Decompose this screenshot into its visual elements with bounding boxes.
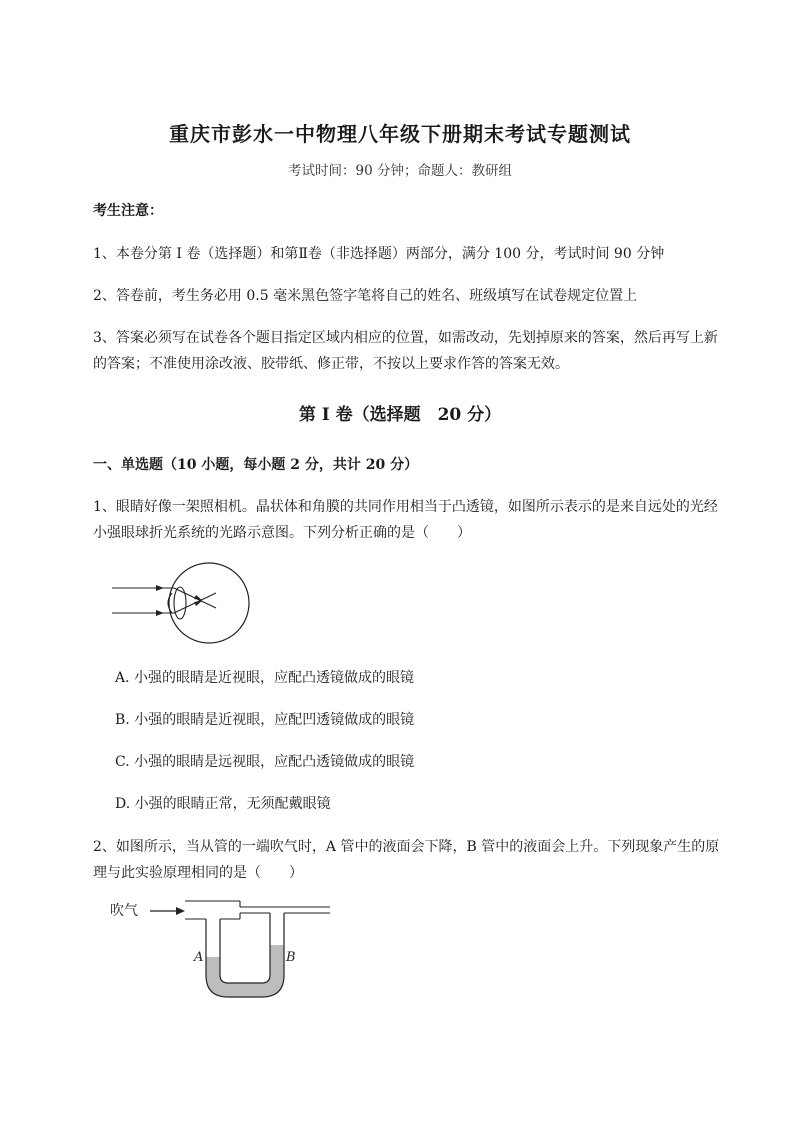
option-a: A. 小强的眼睛是近视眼，应配凸透镜做成的眼镜 (115, 670, 415, 686)
section-title: 第 I 卷（选择题 20 分） (298, 405, 502, 425)
option-d: D. 小强的眼睛正常，无须配戴眼镜 (115, 796, 331, 812)
part-heading: 一、单选题（10 小题，每小题 2 分，共计 20 分） (93, 457, 419, 473)
question-1-line: 小强眼球折光系统的光路示意图。下列分析正确的是（ ） (93, 525, 471, 541)
notice-item: 的答案；不准使用涂改液、胶带纸、修正带，不按以上要求作答的答案无效。 (93, 356, 569, 372)
label-b: B (286, 950, 296, 965)
blow-label: 吹气 (110, 903, 138, 919)
question-1-line: 1、眼睛好像一架照相机。晶状体和角膜的共同作用相当于凸透镜，如图所示表示的是来自远处的光经 (93, 499, 718, 515)
page-subtitle: 考试时间：90 分钟；命题人：教研组 (288, 163, 512, 179)
notice-heading: 考生注意： (93, 203, 163, 219)
label-a: A (194, 950, 204, 965)
notice-item: 3、答案必须写在试卷各个题目指定区域内相应的位置，如需改动，先划掉原来的答案，然后再写上新 (93, 330, 718, 346)
u-tube-diagram (110, 895, 340, 1005)
page-title: 重庆市彭水一中物理八年级下册期末考试专题测试 (169, 122, 631, 146)
question-2-line: 理与此实验原理相同的是（ ） (93, 865, 303, 881)
eye-diagram (112, 560, 262, 650)
notice-item: 1、本卷分第 I 卷（选择题）和第Ⅱ卷（非选择题）两部分，满分 100 分，考试时间 90 分钟 (93, 246, 665, 262)
question-2-line: 2、如图所示，当从管的一端吹气时，A 管中的液面会下降，B 管中的液面会上升。下列现象产生的原 (93, 839, 720, 855)
option-b: B. 小强的眼睛是近视眼，应配凹透镜做成的眼镜 (115, 712, 415, 728)
notice-item: 2、答卷前，考生务必用 0.5 毫米黑色签字笔将自己的姓名、班级填写在试卷规定位置上 (93, 288, 638, 304)
option-c: C. 小强的眼睛是远视眼，应配凸透镜做成的眼镜 (115, 754, 415, 770)
